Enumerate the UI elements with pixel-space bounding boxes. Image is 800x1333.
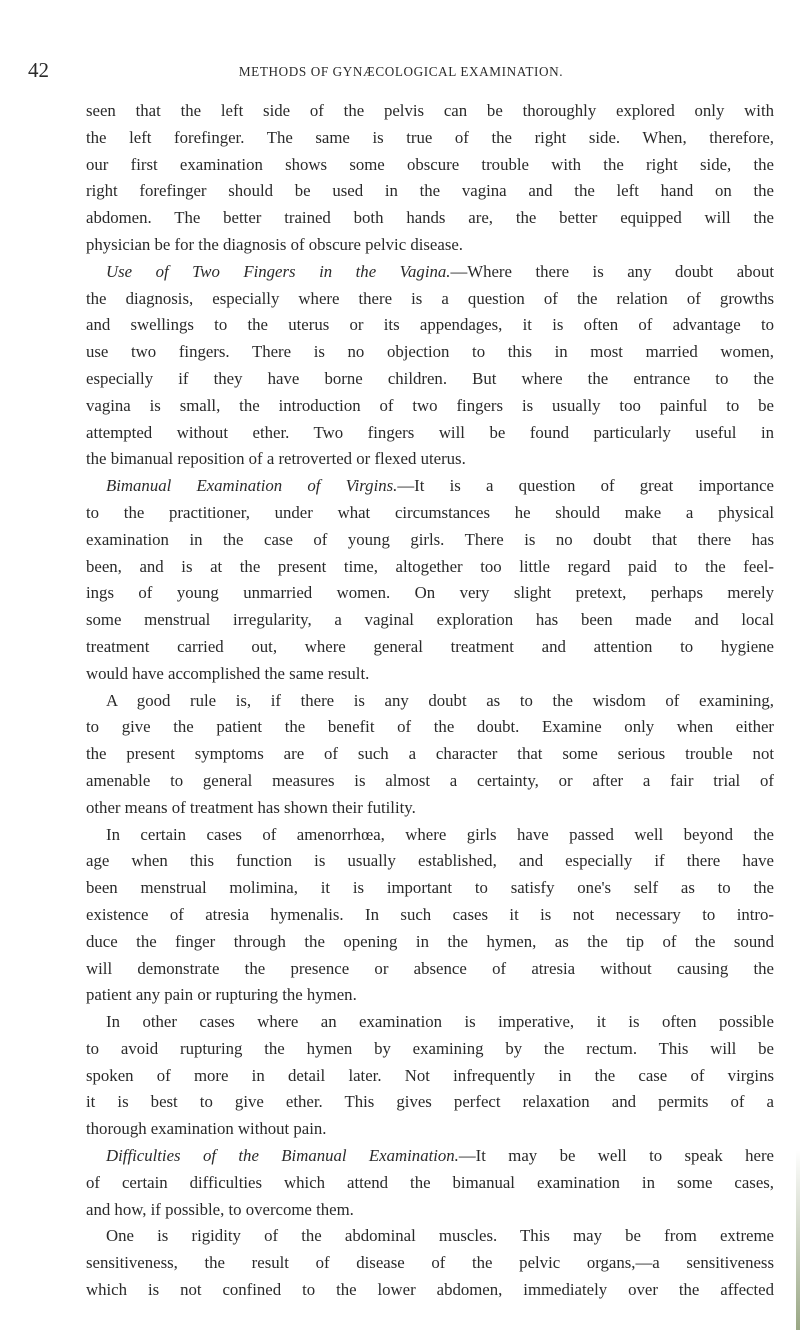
line-text: —It is a question of great importance <box>397 476 774 496</box>
text-line <box>86 580 774 607</box>
text-line <box>86 688 774 715</box>
line-text: seen that the left side of the pelvis can be thoroughly explored only with <box>86 101 774 120</box>
line-text: One is rigidity of the abdominal muscles. This may be from extreme <box>106 1226 774 1246</box>
line-text: and how, if possible, to overcome them. <box>86 1199 354 1219</box>
line-text: examination in the case of young girls. There is no doubt that there has <box>86 529 774 549</box>
text-line <box>86 1089 774 1116</box>
text-line <box>86 607 774 634</box>
line-text: spoken of more in detail later. Not infrequently in the case of virgins <box>86 1065 774 1085</box>
text-line <box>86 500 774 527</box>
text-line <box>86 1277 774 1304</box>
line-text: to the practitioner, under what circumstances he should make a physical <box>86 502 774 522</box>
page-header <box>28 58 774 82</box>
line-text: treatment carried out, where general treatment and attention to hygiene <box>86 636 774 656</box>
text-line <box>86 795 774 822</box>
line-text: will demonstrate the presence or absence of atresia without causing the <box>86 958 774 978</box>
line-text: thorough examination without pain. <box>86 1119 327 1139</box>
section-heading: Bimanual Examination of Virgins. <box>106 476 398 496</box>
text-line <box>86 902 774 929</box>
line-text: some menstrual irregularity, a vaginal exploration has been made and local <box>86 610 774 630</box>
text-line <box>86 473 774 500</box>
text-line <box>86 259 774 286</box>
line-text: to avoid rupturing the hymen by examining by the rectum. This will be <box>86 1038 774 1058</box>
section-heading: Difficulties of the Bimanual Examination. <box>106 1146 459 1166</box>
line-text: existence of atresia hymenalis. In such cases it is not necessary to intro- <box>86 904 774 924</box>
text-line <box>86 822 774 849</box>
line-text: the bimanual reposition of a retroverted or flexed uterus. <box>86 449 466 469</box>
text-line <box>86 982 774 1009</box>
text-line <box>86 125 774 152</box>
text-line <box>86 768 774 795</box>
line-text: vagina is small, the introduction of two fingers is usually too painful to be <box>86 395 774 415</box>
text-line <box>86 741 774 768</box>
text-line <box>86 956 774 983</box>
text-line <box>86 554 774 581</box>
section-heading: Use of Two Fingers in the Vagina. <box>106 261 451 281</box>
text-line <box>86 393 774 420</box>
line-text: A good rule is, if there is any doubt as to the wisdom of examining, <box>106 690 774 710</box>
text-line <box>86 232 774 259</box>
line-text: been menstrual molimina, it is important to satisfy one's self as to the <box>86 878 774 898</box>
line-text: the diagnosis, especially where there is a question of the relation of growths <box>86 288 774 308</box>
line-text: physician be for the diagnosis of obscure pelvic disease. <box>86 234 464 254</box>
line-text: abdomen. The better trained both hands are, the better equipped will the <box>86 208 774 228</box>
text-line <box>86 98 774 125</box>
text-line <box>86 1063 774 1090</box>
text-line <box>86 1143 774 1170</box>
line-text: attempted without ether. Two fingers will be found particularly useful in <box>86 422 774 442</box>
text-line <box>86 1170 774 1197</box>
text-line <box>86 634 774 661</box>
line-text: the present symptoms are of such a character that some serious trouble not <box>86 744 774 764</box>
text-line <box>86 152 774 179</box>
text-line <box>86 1009 774 1036</box>
text-line <box>86 714 774 741</box>
line-text: In certain cases of amenorrhœa, where girls have passed well beyond the <box>106 824 774 844</box>
text-line <box>86 527 774 554</box>
text-line <box>86 661 774 688</box>
text-line <box>86 420 774 447</box>
line-text: been, and is at the present time, altogether too little regard paid to the feel- <box>86 556 774 576</box>
text-line <box>86 1036 774 1063</box>
text-line <box>86 178 774 205</box>
line-text: —Where there is any doubt about <box>450 261 774 281</box>
page-edge-shadow <box>796 1150 800 1330</box>
line-text: sensitiveness, the result of disease of the pelvic organs,—a sensitiveness <box>86 1253 774 1273</box>
text-line <box>86 446 774 473</box>
line-text: would have accomplished the same result. <box>86 663 370 683</box>
line-text: amenable to general measures is almost a certainty, or after a fair trial of <box>86 770 774 790</box>
line-text: of certain difficulties which attend the bimanual examination in some cases, <box>86 1172 774 1192</box>
line-text: use two fingers. There is no objection to this in most married women, <box>86 342 774 362</box>
line-text: patient any pain or rupturing the hymen. <box>86 985 357 1005</box>
running-head: METHODS OF GYNÆCOLOGICAL EXAMINATION. <box>238 64 564 79</box>
line-text: —It may be well to speak here <box>458 1146 774 1166</box>
line-text: duce the finger through the opening in the hymen, as the tip of the sound <box>86 931 774 951</box>
text-line <box>86 312 774 339</box>
text-line <box>86 1223 774 1250</box>
line-text: ings of young unmarried women. On very slight pretext, perhaps merely <box>86 583 774 603</box>
text-line <box>86 848 774 875</box>
text-line <box>86 339 774 366</box>
body-text <box>86 98 774 1304</box>
text-line <box>86 1197 774 1224</box>
line-text: especially if they have borne children. But where the entrance to the <box>86 368 774 388</box>
line-text: other means of treatment has shown their futility. <box>86 797 416 817</box>
line-text: to give the patient the benefit of the doubt. Examine only when either <box>86 717 774 737</box>
text-line <box>86 286 774 313</box>
line-text: and swellings to the uterus or its appendages, it is often of advantage to <box>86 315 774 335</box>
text-line <box>86 366 774 393</box>
text-line <box>86 205 774 232</box>
text-line <box>86 1250 774 1277</box>
text-line <box>86 875 774 902</box>
line-text: In other cases where an examination is imperative, it is often possible <box>106 1012 774 1032</box>
text-line <box>86 929 774 956</box>
page-number: 42 <box>28 58 49 82</box>
line-text: age when this function is usually established, and especially if there have <box>86 851 774 871</box>
line-text: right forefinger should be used in the vagina and the left hand on the <box>86 181 774 201</box>
line-text: it is best to give ether. This gives perfect relaxation and permits of a <box>86 1092 774 1112</box>
text-line <box>86 1116 774 1143</box>
line-text: which is not confined to the lower abdomen, immediately over the affected <box>86 1280 774 1300</box>
line-text: our first examination shows some obscure trouble with the right side, the <box>86 154 774 174</box>
line-text: the left forefinger. The same is true of the right side. When, therefore, <box>86 127 774 147</box>
